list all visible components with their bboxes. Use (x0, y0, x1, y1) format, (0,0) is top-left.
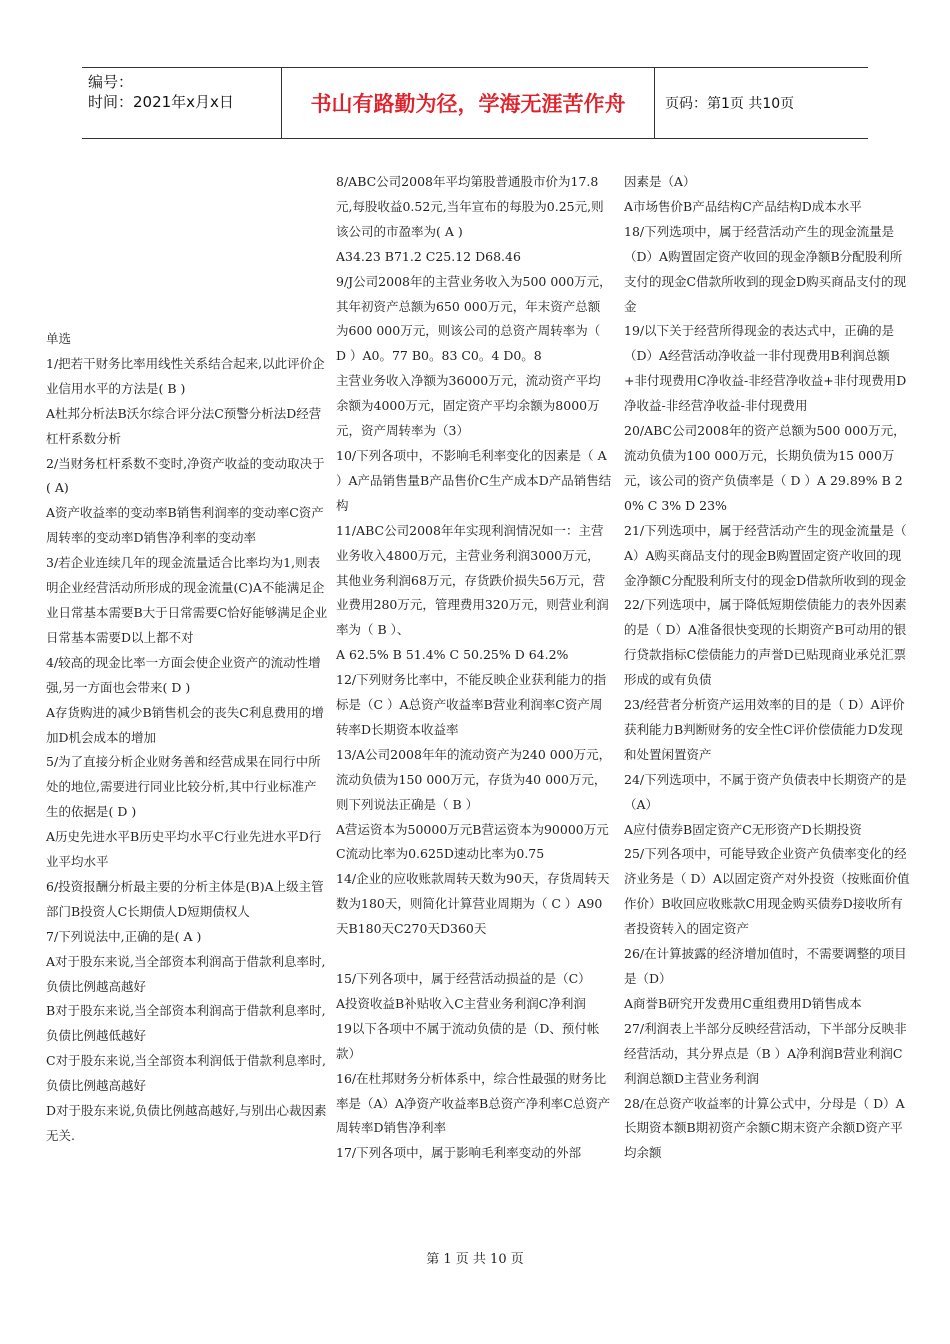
question-paragraph: 12/下列财务比率中，不能反映企业获利能力的指标是（C ）A总资产收益率B营业利润率C资产周转率D长期资本收益率 (336, 672, 607, 737)
question-paragraph: A市场售价B产品结构C产品结构D成本水平 (624, 198, 862, 214)
question-paragraph: 16/在杜邦财务分析体系中，综合性最强的财务比率是（A）A净资产收益率B总资产净利率C总资产周转率D销售净利率 (336, 1070, 611, 1136)
question-paragraph: A商誉B研究开发费用C重组费用D销售成本 (624, 995, 862, 1011)
question-paragraph: 19/以下关于经营所得现金的表达式中，正确的是（D）A经营活动净收益一非付现费用B利润总额+非付现费用C净收益-非经营净收益+非付现费用D净收益-非经营净收益-非付现费用 (624, 323, 907, 414)
question-paragraph: 17/下列各项中，属于影响毛利率变动的外部 (336, 1145, 582, 1161)
question-paragraph: 1/把若干财务比率用线性关系结合起来,以此评价企业信用水平的方法是( B ) (46, 355, 325, 396)
question-paragraph: A对于股东来说,当全部资本利润高于借款利息率时,负债比例越高越好 (46, 953, 326, 994)
question-paragraph: 18/下列选项中，属于经营活动产生的现金流量是（D）A购置固定资产收回的现金净额B分配股利所支付的现金C借款所收到的现金D购买商品支付的现金 (624, 223, 907, 314)
question-paragraph: A应付债券B固定资产C无形资产D长期投资 (624, 821, 862, 837)
document-number-label: 编号： (88, 73, 134, 91)
question-paragraph: 6/投资报酬分析最主要的分析主体是(B)A上级主管部门B投资人C长期债人D短期债权人 (46, 878, 324, 919)
question-paragraph: 8/ABC公司2008年平均第股普通股市价为17.8元,每股收益0.52元,当年宣布的每股为0.25元,则该公司的市盈率为( A ) (336, 174, 604, 239)
question-paragraph: 23/经营者分析资产运用效率的目的是（ D）A评价获利能力B判断财务的安全性C评价偿债能力D发现和处置闲置资产 (624, 697, 905, 762)
header-page-number: 页码：第1页 共10页 (665, 96, 795, 112)
question-paragraph: 2/当财务杠杆系数不变时,净资产收益的变动取决于( A) (46, 455, 325, 496)
question-paragraph: 22/下列选项中，属于降低短期偿债能力的表外因素的是（ D）A准备很快变现的长期资产B可动用的银行贷款指标C偿债能力的声誉D已贴现商业承兑汇票形成的或有负债 (624, 597, 907, 688)
question-paragraph: 3/若企业连续几年的现金流量适合比率均为1,则表明企业经营活动所形成的现金流量(C)A不能满足企业日常基本需要B大于日常需要C恰好能够满足企业日常基本需要D以上都不对 (46, 555, 328, 645)
question-paragraph: 26/在计算披露的经济增加值时，不需要调整的项目是（D） (624, 946, 907, 986)
header-motto: 书山有路勤为径，学海无涯苦作舟 (282, 68, 655, 138)
question-paragraph: A资产收益率的变动率B销售利润率的变动率C资产周转率的变动率D销售净利率的变动率 (46, 505, 324, 546)
question-paragraph: 13/A公司2008年年的流动资产为240 000万元，流动负债为150 000万元，存货为40 000万元，则下列说法正确是（ B ） (336, 746, 612, 812)
question-paragraph: 7/下列说法中,正确的是( A ) (46, 928, 202, 944)
text-column-middle (336, 170, 612, 1166)
text-column-right (624, 170, 910, 1166)
question-paragraph: A34.23 B71.2 C25.12 D68.46 (336, 248, 521, 264)
question-paragraph: 27/利润表上半部分反映经营活动，下半部分反映非经营活动，其分界点是（B ）A净利润B营业利润C利润总额D主营业务利润 (624, 1020, 907, 1086)
question-paragraph: 25/下列各项中，可能导致企业资产负债率变化的经济业务是（ D）A以固定资产对外投资（按账面价值作价）B收回应收账款C用现金购买债券D接收所有者投资转入的固定资产 (624, 846, 910, 937)
question-paragraph: 10/下列各项中，不影响毛利率变化的因素是（ A ）A产品销售量B产品售价C生产成本D产品销售结构 (336, 447, 612, 513)
question-paragraph: 19以下各项中不属于流动负债的是（D、预付帐款） (336, 1020, 600, 1061)
question-paragraph: 11/ABC公司2008年年实现利润情况如一：主营业务收入4800万元，主营业务利润3000万元，其他业务利润68万元，存货跌价损失56万元，营业费用280万元，管理费用320万元，则营业利润率为（ B ）、 (336, 522, 609, 638)
section-heading: 单选 (46, 331, 72, 346)
question-paragraph: 4/较高的现金比率一方面会使企业资产的流动性增强,另一方面也会带来( D ) (46, 654, 321, 695)
question-paragraph: 主营业务收入净额为36000万元，流动资产平均余额为4000万元，固定资产平均余额为8000万元，资产周转率为（3） (336, 373, 601, 439)
question-paragraph: 9/J公司2008年的主营业务收入为500 000万元，其年初资产总额为650 000万元，年末资产总额为600 000万元，则该公司的总资产周转率为（ D ）A0。77 B0。83 C0。4 D0。8 (336, 273, 612, 364)
page-footer: 第 1 页 共 10 页 (426, 1252, 524, 1267)
question-paragraph: A存货购进的减少B销售机会的丧失C利息费用的增加D机会成本的增加 (46, 704, 324, 745)
question-paragraph: B对于股东来说,当全部资本利润高于借款利息率时,负债比例越低越好 (46, 1003, 326, 1044)
question-paragraph: 24/下列选项中，不属于资产负债表中长期资产的是（A） (624, 771, 907, 812)
blank-line (336, 942, 612, 967)
text-column-left (46, 170, 328, 1149)
question-paragraph: C对于股东来说,当全部资本利润低于借款利息率时,负债比例越高越好 (46, 1053, 327, 1094)
question-paragraph: 5/为了直接分析企业财务善和经营成果在同行中所处的地位,需要进行同业比较分析,其中行业标准产生的依据是( D ) (46, 754, 321, 820)
question-paragraph: 21/下列选项中，属于经营活动产生的现金流量是（ A）A购买商品支付的现金B购置固定资产收回的现金净额C分配股利所支付的现金D借款所收到的现金 (624, 522, 907, 588)
question-paragraph: 15/下列各项中，属于经营活动损益的是（C） (336, 970, 591, 986)
question-paragraph: A投资收益B补贴收入C主营业务利润C净利润 (336, 995, 586, 1011)
page-header (82, 67, 868, 139)
question-paragraph: A营运资本为50000万元B营运资本为90000万元C流动比率为0.625D速动比率为0.75 (336, 821, 609, 862)
question-paragraph: 20/ABC公司2008年的资产总额为500 000万元，流动负债为100 000万元，长期负债为15 000万元，该公司的资产负债率是（ D ）A 29.89% B 20% C 3% D 23% (624, 423, 906, 513)
question-paragraph: D对于股东来说,负债比例越高越好,与别出心裁因素无关. (46, 1103, 327, 1143)
question-paragraph: A历史先进水平B历史平均水平C行业先进水平D行业平均水平 (46, 829, 322, 870)
question-paragraph: 28/在总资产收益率的计算公式中，分母是（ D）A长期资本额B期初资产余额C期末资产余额D资产平均余额 (624, 1095, 905, 1161)
question-paragraph: A杜邦分析法B沃尔综合评分法C预警分析法D经营杠杆系数分析 (46, 405, 322, 446)
question-paragraph: A 62.5% B 51.4% C 50.25% D 64.2% (336, 647, 569, 663)
header-meta (82, 68, 282, 138)
question-paragraph: 因素是（A） (624, 174, 696, 189)
question-paragraph: 14/企业的应收账款周转天数为90天，存货周转天数为180天，则简化计算营业周期为（ C ）A90天B180天C270天D360天 (336, 871, 610, 937)
document-date-label: 时间：2021年x月x日 (88, 93, 234, 111)
